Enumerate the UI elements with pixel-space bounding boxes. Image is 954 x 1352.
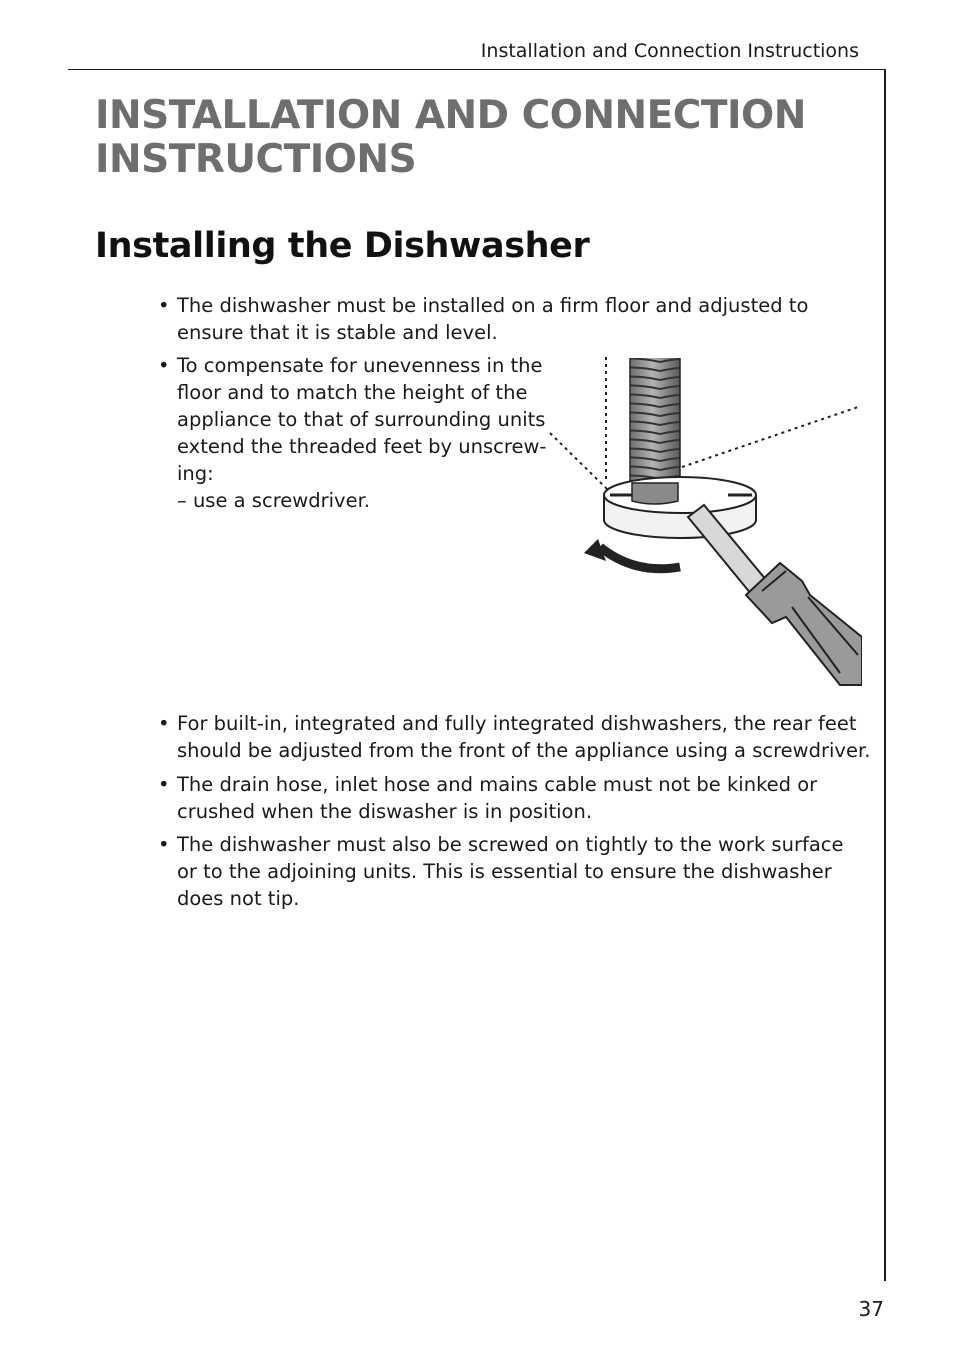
bullet-item [158,831,844,912]
bullet-line: should be adjusted from the front of the appliance using a screwdriver. [177,739,871,762]
bullet-text [177,710,870,764]
bullet-glyph: • [158,833,170,856]
side-rule [884,69,886,1281]
bullet-line: crushed when the diswasher is in position. [177,800,593,823]
bullet-line: ensure that it is stable and level. [177,321,498,344]
bullet-line: ing: [177,462,214,485]
bullet-line: – use a screwdriver. [177,489,371,512]
bullet-text [177,771,817,825]
bullet-line: appliance to that of surrounding units [177,408,546,431]
bullet-item [158,292,808,346]
section-title: Installing the Dishwasher [95,226,590,266]
bullet-glyph: • [158,712,170,735]
bullet-text [177,831,844,912]
bullet-item [158,710,870,764]
chapter-title [95,94,815,182]
bullet-line: does not tip. [177,887,300,910]
bullet-line: or to the adjoining units. This is essential to ensure the dishwasher [177,860,832,883]
bullet-glyph: • [158,773,170,796]
bullet-line: The drain hose, inlet hose and mains cable must not be kinked or [177,773,818,796]
bullet-line: The dishwasher must be installed on a firm floor and adjusted to [177,294,809,317]
running-header: Installation and Connection Instructions [480,40,859,62]
bullet-line: extend the threaded feet by unscrew- [177,435,547,458]
screwdriver-adjusting-foot-icon [540,355,862,691]
bullet-glyph: • [158,354,170,377]
chapter-title-line-1: INSTALLATION AND CONNECTION [95,93,806,138]
bullet-line: To compensate for unevenness in the [177,354,543,377]
header-rule [68,69,886,70]
bullet-item [158,352,546,514]
page-number: 37 [858,1297,884,1321]
bullet-line: The dishwasher must also be screwed on tightly to the work surface [177,833,844,856]
bullet-text [177,292,808,346]
chapter-title-line-2: INSTRUCTIONS [95,137,417,182]
bullet-item [158,771,817,825]
bullet-glyph: • [158,294,170,317]
bullet-line: floor and to match the height of the [177,381,528,404]
bullet-text [177,352,546,514]
bullet-line: For built-in, integrated and fully integrated dishwashers, the rear feet [177,712,857,735]
